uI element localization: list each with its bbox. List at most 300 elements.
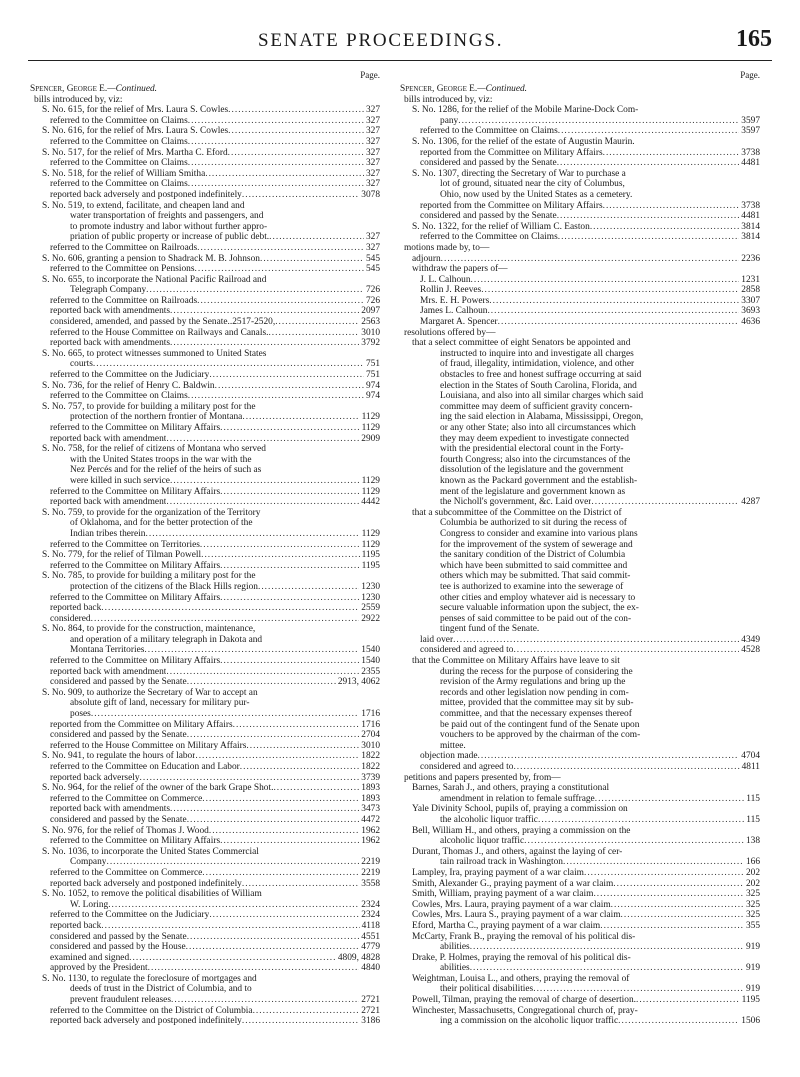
index-entry [400,889,760,900]
index-entry [30,359,380,370]
entry-text: referred to the Committee on Military Affairs [50,423,221,433]
entry-text: S. No. 1306, for the relief of the estate of Augustin Maurin. [412,136,635,147]
entry-text: S. No. 976, for the relief of Thomas J. Wood [42,825,209,836]
entry-page-number: 1230 [361,581,380,592]
entry-page-number: 1540 [361,645,380,656]
entry-page-number: 325 [745,899,760,910]
entry-page-number: 327 [365,115,380,126]
entry-page-number: 2219 [361,857,380,868]
entry-text: Rollin J. Reeves [420,285,482,296]
entry-text: S. No. 758, for the relief of citizens of Montana who served [42,444,266,455]
entry-page-number: 3814 [741,221,760,232]
index-entry [30,328,380,339]
index-entry [30,222,380,233]
entry-page-number: 1129 [361,528,380,539]
index-entry [30,783,380,794]
dot-leader [106,857,359,868]
entry-text: reported from the Committee on Military Affairs [420,147,603,158]
entry-text: Winchester, Massachusetts, Congregational church of, pray- [412,1005,638,1016]
index-entry [30,264,380,275]
index-entry [400,624,760,635]
dot-leader [220,836,359,847]
index-entry [400,603,760,614]
entry-text: referred to the Committee on Claims [420,126,558,137]
dot-leader [166,497,359,508]
entry-page-number: 1195 [361,550,380,561]
entry-page-number: 1893 [361,783,380,794]
entry-text: referred to the Committee on Military Affairs [50,592,221,603]
entry-page-number: 3307 [741,295,760,306]
index-entry [30,190,380,201]
index-heading [30,84,380,95]
entry-text: S. No. 941, to regulate the hours of labor [42,751,196,762]
entry-page-number: 327 [365,242,380,253]
dot-leader [108,900,359,911]
entry-text: that the Committee on Military Affairs have leave to sit [412,656,620,667]
entry-page-number: 355 [745,920,760,931]
entry-page-number: 166 [745,857,760,868]
entry-page-number: 726 [365,295,380,306]
dot-leader [146,285,364,296]
entry-page-number: 327 [365,126,380,137]
entry-page-number: 919 [745,963,760,974]
dot-leader [242,190,359,201]
entry-text: referred to the Committee on Claims [420,232,558,243]
entry-text: or any other State; also into all circumstances which [440,423,636,433]
entry-text: others which may be submitted. That said commit- [440,571,631,582]
index-entry [400,137,760,148]
entry-page-number: 2721 [361,995,380,1006]
entry-text: reported back with amendment [50,666,167,677]
dot-leader [186,942,360,953]
index-entry [400,296,760,307]
entry-text: protection of the citizens of the Black Hills region [70,581,258,592]
heading-name: Spencer, George E. [30,84,108,94]
entry-text: tee is authorized to examine into the sewerage of [440,581,624,592]
index-entry [400,338,760,349]
entry-page-number: 4811 [741,762,760,772]
entry-page-number: 2324 [361,910,380,921]
entry-page-number: 1129 [361,475,380,486]
entry-text: Yale Divinity School, pupils of, praying a commission on [412,804,628,815]
index-entry [30,953,380,964]
entry-text: S. No. 1307, directing the Secretary of War to purchase a [412,168,626,179]
entry-page-number: 751 [365,359,380,370]
entry-text: Congress to consider and examine into various plans [440,528,638,539]
entry-page-number: 4551 [361,931,380,942]
dot-leader [268,328,359,339]
entry-page-number: 4809, 4828 [337,952,380,963]
index-entry [30,391,380,402]
dot-leader [202,868,359,879]
index-entry [30,582,380,593]
dot-leader [215,381,364,392]
index-entry [30,338,380,349]
entry-page-number: 3792 [361,338,380,349]
entry-text: pany [440,115,459,126]
entry-text: deeds of trust in the District of Columbia, and to [70,984,252,995]
dot-leader [240,762,359,773]
entry-text: referred to the House Committee on Military Affairs [50,740,247,751]
dot-leader [187,677,336,688]
entry-text: referred to the Committee on the Judiciary [50,370,210,381]
index-entry [30,497,380,508]
index-entry [400,868,760,879]
entry-text: reported back with amendments [50,338,171,349]
index-entry [30,423,380,434]
index-entry [30,1006,380,1017]
entry-page-number: 3558 [361,878,380,889]
entry-text: mittee. [440,740,466,751]
entry-page-number: 4472 [361,814,380,825]
index-entry [30,709,380,720]
dot-leader [170,306,359,317]
entry-text: their political disabilities [440,984,534,995]
index-entry [30,201,380,212]
index-entry [30,571,380,582]
dot-leader [269,232,364,243]
index-entry [30,603,380,614]
index-entry [400,773,760,784]
dot-leader [600,921,744,932]
dot-leader [481,285,739,296]
index-entry [400,974,760,985]
dot-leader [513,645,739,656]
index-entry [400,444,760,455]
entry-text: S. No. 1036, to incorporate the United States Commercial [42,846,259,857]
entry-page-number: 3186 [361,1016,380,1027]
entry-page-number: 1822 [361,751,380,762]
index-entry [400,730,760,741]
index-entry [30,815,380,826]
index-entry [30,910,380,921]
index-entry [400,349,760,360]
index-entry [30,137,380,148]
index-entry [30,635,380,646]
index-entry [400,211,760,222]
index-entry [400,857,760,868]
index-entry [30,550,380,561]
dot-leader [228,148,364,159]
index-entry [30,381,380,392]
index-entry [400,741,760,752]
entry-text: Drake, P. Holmes, praying the removal of his political dis- [412,952,631,963]
entry-page-number: 4636 [741,317,760,328]
dot-leader [471,275,740,286]
entry-text: poses [70,709,91,720]
entry-text: bills introduced by, viz: [404,94,493,105]
index-entry [400,593,760,604]
dot-leader [200,540,360,551]
entry-page-number: 2097 [361,306,380,317]
entry-text: reported back [50,603,102,614]
index-entry [30,370,380,381]
entry-text: Powell, Tilman, praying the removal of charge of desertion. [412,995,637,1006]
index-entry [400,709,760,720]
entry-text: referred to the Committee on Military Affairs [50,560,221,571]
entry-text: with the United States troops in the war with the [70,454,252,465]
dot-leader [489,296,739,307]
entry-text: referred to the Committee on the Judiciary [50,910,210,921]
index-entry [400,995,760,1006]
entry-page-number: 4779 [361,942,380,953]
entry-text: considered and passed by the Senate [50,814,187,825]
entry-text: referred to the Committee on Military Affairs [50,656,221,667]
entry-text: fourth Congress; also into the circumstances of the [440,454,631,465]
index-entry [400,561,760,572]
right-column [400,70,760,1027]
entry-text: reported back adversely [50,772,140,783]
dot-leader [242,412,359,423]
index-entry [400,836,760,847]
index-entry [30,879,380,890]
dot-leader [253,1006,360,1017]
index-entry [400,963,760,974]
index-entry [400,529,760,540]
entry-text: Telegraph Company [70,285,147,296]
entry-text: reported back with amendments [50,804,171,815]
index-entry [400,518,760,529]
entry-text: reported from the Committee on Military Affairs [50,719,233,730]
entry-text: objection made [420,751,478,762]
entry-text: reported back adversely and postponed indefinitely [50,1016,242,1027]
index-entry [30,285,380,296]
entry-page-number: 3738 [741,147,760,158]
dot-leader [93,359,364,370]
entry-page-number: 1129 [361,486,380,497]
index-entry [30,243,380,254]
index-entry [400,243,760,254]
dot-leader [611,900,744,911]
index-entry [30,444,380,455]
entry-page-number: 115 [746,814,760,825]
index-entry [30,984,380,995]
entry-text: resolutions offered by— [404,327,496,338]
entry-page-number: 327 [365,232,380,243]
entry-text: James L. Calhoun [420,306,488,317]
dot-leader [242,1016,359,1027]
dot-leader [187,932,360,943]
index-heading [400,84,760,95]
dot-leader [187,730,360,741]
entry-text: approved by the President [50,963,148,974]
dot-leader [187,815,360,826]
entry-text: known as the Packard government and the establish- [440,475,638,486]
entry-text: Indian tribes therein [70,528,146,539]
entry-text: referred to the Committee on Claims [50,391,188,402]
entry-page-number: 2909 [361,433,380,444]
entry-text: referred to the Committee on the District of Columbia [50,1005,253,1016]
index-entry [30,614,380,625]
entry-text: Margaret A. Spencer [420,317,498,328]
index-entry [30,95,380,106]
index-entry [30,794,380,805]
dot-leader [220,593,359,604]
dot-leader [170,338,359,349]
entry-page-number: 3597 [741,115,760,126]
dot-leader [557,158,740,169]
entry-page-number: 3693 [741,306,760,317]
entry-text: courts [70,359,93,370]
entry-page-number: 2913, 4062 [337,677,380,688]
index-entry [400,254,760,265]
entry-text: S. No. 909, to authorize the Secretary of War to accept an [42,687,258,698]
entry-text: revision of the Army regulations and bring up the [440,677,626,688]
dot-leader [258,582,359,593]
index-entry [30,804,380,815]
entry-page-number: 4481 [741,211,760,222]
index-entry [400,497,760,508]
index-entry [400,508,760,519]
index-entry [30,465,380,476]
entry-text: referred to the Committee on Claims [50,179,188,190]
index-entry [400,116,760,127]
entry-text: Louisiana, and also into all similar charges which said [440,391,644,402]
index-entry [30,730,380,741]
entry-page-number: 2704 [361,730,380,741]
index-entry [30,857,380,868]
entry-text: Weightman, Louisa L., and others, praying the removal of [412,973,630,984]
entry-text: ing a commission on the alcoholic liquor traffic [440,1016,619,1027]
entry-text: mittee, provided that the committee may sit by sub- [440,698,634,709]
index-entry [30,434,380,445]
entry-text: Barnes, Sarah J., and others, praying a constitutional [412,783,610,794]
entry-text: J. L. Calhoun [420,274,471,285]
entry-text: considered [50,613,91,624]
entry-text: Nez Percés and for the relief of the heirs of such as [70,465,262,476]
entry-text: adjourn [412,253,441,264]
index-entry [400,879,760,890]
entry-text: S. No. 655, to incorporate the National Pacific Railroad and [42,274,267,285]
entry-page-number: 4704 [741,751,760,762]
entry-text: referred to the Committee on Pensions [50,264,195,275]
entry-text: S. No. 757, to provide for building a military post for the [42,401,256,412]
entry-text: considered and passed by the Senate [50,931,187,942]
entry-page-number: 919 [745,942,760,953]
dot-leader [171,995,359,1006]
entry-text: that a select committee of eight Senators be appointed and [412,338,631,349]
index-entry [400,381,760,392]
entry-text: S. No. 864, to provide for the construction, maintenance, [42,624,256,635]
entry-text: referred to the Committee on Territories [50,539,200,550]
dot-leader [188,158,364,169]
entry-page-number: 3010 [361,327,380,338]
dot-leader [220,561,360,572]
entry-page-number: 2324 [361,899,380,910]
index-entry [30,762,380,773]
entry-text: priation of public property or increase of public debt. [70,232,270,243]
entry-page-number: 327 [365,147,380,158]
index-entry [400,201,760,212]
dot-leader [101,921,359,932]
index-entry [400,667,760,678]
dot-leader [201,550,359,561]
entry-text: considered and agreed to [420,762,514,772]
index-entry [400,815,760,826]
entry-text: election in the States of South Carolina, Florida, and [440,380,637,391]
entry-page-number: 325 [745,889,760,900]
entry-text: be paid out of the contingent fund of the Senate upon [440,719,640,730]
entry-page-number: 1893 [361,793,380,804]
index-entry [30,254,380,265]
dot-leader [558,126,740,137]
dot-leader [590,222,739,233]
entry-text: the sanitary condition of the District of Columbia [440,550,626,561]
entry-text: referred to the Committee on Military Affairs [50,486,221,497]
entry-page-number: 3473 [361,804,380,815]
entry-text: S. No. 785, to provide for building a military post for the [42,571,256,582]
right-entry-list [400,95,760,1027]
dot-leader [595,794,745,805]
index-entry [400,423,760,434]
entry-page-number: 4349 [741,634,760,645]
index-entry [30,593,380,604]
entry-text: referred to the Committee on Military Affairs [50,836,221,847]
index-entry [30,677,380,688]
index-entry [30,116,380,127]
index-entry [400,148,760,159]
page-header [28,14,772,54]
index-entry [30,826,380,837]
index-entry [400,677,760,688]
index-entry [30,275,380,286]
entry-page-number: 115 [746,793,760,804]
index-entry [30,974,380,985]
index-entry [400,645,760,656]
entry-text: S. No. 1286, for the relief of the Mobile Marine-Dock Com- [412,105,639,116]
entry-text: considered and passed by the House [50,942,186,953]
dot-leader [101,603,359,614]
page-title: SENATE PROCEEDINGS. [258,30,504,51]
entry-page-number: 3738 [741,200,760,211]
dot-leader [195,264,364,275]
index-entry [30,105,380,116]
entry-page-number: 202 [745,878,760,889]
dot-leader [188,179,364,190]
entry-text: considered and passed by the Senate [50,677,187,688]
entry-text: S. No. 519, to extend, facilitate, and cheapen land and [42,200,245,211]
entry-text: considered and passed by the Senate [420,158,557,169]
entry-text: ing the said election in Alabama, Mississippi, Oregon, [440,412,644,423]
dot-leader [246,741,359,752]
entry-text: S. No. 1130, to regulate the foreclosure of mortgages and [42,973,257,984]
index-entry [30,995,380,1006]
entry-text: referred to the Committee on Claims [50,158,188,169]
entry-page-number: 1716 [361,709,380,720]
dot-leader [458,116,739,127]
entry-page-number: 1129 [361,539,380,550]
entry-text: Ohio, now used by the United States as a cemetery. [440,189,633,200]
entry-page-number: 2721 [361,1005,380,1016]
entry-page-number: 3078 [361,189,380,200]
index-entry [30,158,380,169]
entry-page-number: 1540 [361,656,380,667]
entry-page-number: 2559 [361,603,380,614]
entry-text: referred to the House Committee on Railways and Canals. [50,327,269,338]
entry-text: bills introduced by, viz: [34,94,123,105]
index-entry [30,148,380,159]
index-entry [30,751,380,762]
entry-text: laid over [420,634,454,645]
dot-leader [453,635,739,646]
entry-page-number: 327 [365,136,380,147]
entry-text: penses of said committee to be paid out of the con- [440,613,632,624]
index-entry [30,179,380,190]
entry-page-number: 1195 [361,560,380,571]
entry-text: S. No. 779, for the relief of Tilman Powell [42,550,202,561]
entry-text: of Oklahoma, and for the better protection of the [70,518,253,529]
index-entry [400,635,760,646]
